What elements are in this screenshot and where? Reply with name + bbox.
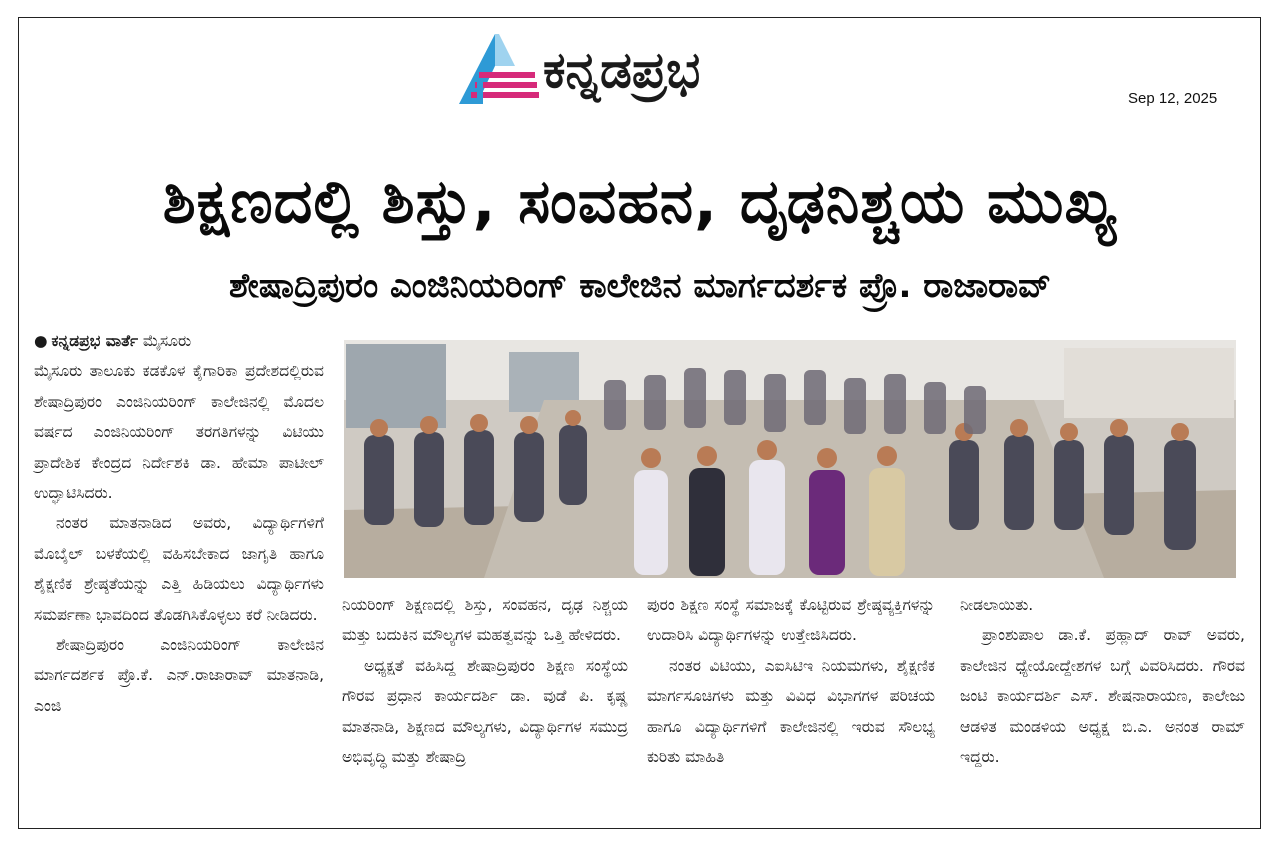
paragraph: ನಂತರ ವಿಟಿಯು, ಎಐಸಿಟಿಇ ನಿಯಮಗಳು, ಶೈಕ್ಷಣಿಕ ಮಾರ್ಗಸೂಚಿಗಳು ಮತ್ತು ವಿವಿಧ ವಿಭಾಗಗಳ ಪರಿಚಯ ಹಾಗೂ ವಿದ್ಯಾರ್ಥಿಗಳಿಗೆ ಕಾಲೇಜಿನಲ್ಲಿ ಇರುವ ಸೌಲಭ್ಯ ಕುರಿತು ಮಾಹಿತಿ — [647, 656, 935, 767]
subheadline: ಶೇಷಾದ್ರಿಪುರಂ ಎಂಜಿನಿಯರಿಂಗ್ ಕಾಲೇಜಿನ ಮಾರ್ಗದರ್ಶಕ ಪ್ರೊ. ರಾಜಾರಾವ್ — [229, 266, 1051, 306]
publication-date: Sep 12, 2025 — [1128, 90, 1218, 107]
paragraph: ನಂತರ ಮಾತನಾಡಿದ ಅವರು, ವಿದ್ಯಾರ್ಥಿಗಳಿಗೆ ಮೊಬೈಲ್ ಬಳಕೆಯಲ್ಲಿ ವಹಿಸಬೇಕಾದ ಜಾಗೃತಿ ಹಾಗೂ ಶೈಕ್ಷಣಿಕ ಶ್ರೇಷ್ಠತೆಯನ್ನು ಎತ್ತಿ ಹಿಡಿಯಲು ವಿದ್ಯಾರ್ಥಿಗಳು ಸಮರ್ಪಣಾ ಭಾವದಿಂದ ತೊಡಗಿಸಿಕೊಳ್ಳಲು ಕರೆ ನೀಡಿದರು. — [34, 514, 324, 624]
paragraph: ಪುರಂ ಶಿಕ್ಷಣ ಸಂಸ್ಥೆ ಸಮಾಜಕ್ಕೆ ಕೊಟ್ಟಿರುವ ಶ್ರೇಷ್ಠವ್ಯಕ್ತಿಗಳನ್ನು ಉದಾರಿಸಿ ವಿದ್ಯಾರ್ಥಿಗಳನ್ನು ಉತ್ತೇಜಿಸಿದರು. — [647, 596, 935, 645]
group-photo-image — [344, 340, 1236, 578]
headline: ಶಿಕ್ಷಣದಲ್ಲಿ ಶಿಸ್ತು, ಸಂವಹನ, ದೃಢನಿಶ್ಚಯ ಮುಖ್ಯ — [162, 167, 1118, 237]
triangle-logo-icon — [455, 32, 540, 107]
byline — [34, 326, 324, 356]
masthead-logo-text: ಕನ್ನಡಪ್ರಭ — [543, 41, 701, 99]
bullet-icon: ● — [34, 332, 48, 350]
article-column-1 — [34, 326, 324, 721]
paragraph: ಶೇಷಾದ್ರಿಪುರಂ ಎಂಜಿನಿಯರಿಂಗ್ ಕಾಲೇಜಿನ ಮಾರ್ಗದರ್ಶಕ ಪ್ರೊ.ಕೆ. ಎನ್.ರಾಜಾರಾವ್ ಮಾತನಾಡಿ, ಎಂಜಿ — [34, 636, 324, 715]
event-photo — [344, 340, 1236, 578]
article-column-2 — [342, 590, 628, 772]
paragraph: ಅಧ್ಯಕ್ಷತೆ ವಹಿಸಿದ್ದ ಶೇಷಾದ್ರಿಪುರಂ ಶಿಕ್ಷಣ ಸಂಸ್ಥೆಯ ಗೌರವ ಪ್ರಧಾನ ಕಾರ್ಯದರ್ಶಿ ಡಾ. ವುಡೆ ಪಿ. ಕೃಷ್ಣ ಮಾತನಾಡಿ, ಶಿಕ್ಷಣದ ಮೌಲ್ಯಗಳು, ವಿದ್ಯಾರ್ಥಿಗಳ ಸಮುದ್ರ ಅಭಿವೃದ್ಧಿ ಮತ್ತು ಶೇಷಾದ್ರಿ — [342, 656, 628, 767]
article-column-3 — [647, 590, 935, 772]
paragraph: ಮೈಸೂರು ತಾಲೂಕು ಕಡಕೊಳ ಕೈಗಾರಿಕಾ ಪ್ರದೇಶದಲ್ಲಿರುವ ಶೇಷಾದ್ರಿಪುರಂ ಎಂಜಿನಿಯರಿಂಗ್ ಕಾಲೇಜಿನಲ್ಲಿ ಮೊದಲ ವರ್ಷದ ಎಂಜಿನಿಯರಿಂಗ್ ತರಗತಿಗಳನ್ನು ವಿಟಿಯು ಪ್ರಾದೇಶಿಕ ಕೇಂದ್ರದ ನಿರ್ದೇಶಕಿ ಡಾ. ಹೇಮಾ ಪಾಟೀಲ್ ಉದ್ಘಾಟಿಸಿದರು. — [34, 362, 324, 503]
byline-place: ಮೈಸೂರು — [142, 332, 192, 350]
paragraph: ನೀಡಲಾಯಿತು. — [960, 596, 1034, 614]
article-column-4 — [960, 590, 1245, 772]
paragraph: ನಿಯರಿಂಗ್ ಶಿಕ್ಷಣದಲ್ಲಿ ಶಿಸ್ತು, ಸಂವಹನ, ದೃಢ ನಿಶ್ಚಯ ಮತ್ತು ಬದುಕಿನ ಮೌಲ್ಯಗಳ ಮಹತ್ವವನ್ನು ಒತ್ತಿ ಹೇಳಿದರು. — [342, 596, 628, 645]
paragraph: ಪ್ರಾಂಶುಪಾಲ ಡಾ.ಕೆ. ಪ್ರಹ್ಲಾದ್ ರಾವ್ ಅವರು, ಕಾಲೇಜಿನ ಧ್ಯೇಯೋದ್ದೇಶಗಳ ಬಗ್ಗೆ ವಿವರಿಸಿದರು. ಗೌರವ ಜಂಟಿ ಕಾರ್ಯದರ್ಶಿ ಎಸ್. ಶೇಷನಾರಾಯಣ, ಕಾಲೇಜು ಆಡಳಿತ ಮಂಡಳಿಯ ಅಧ್ಯಕ್ಷ ಬಿ.ಎ. ಅನಂತ ರಾಮ್ ಇದ್ದರು. — [960, 626, 1245, 767]
masthead — [455, 30, 815, 110]
byline-source: ಕನ್ನಡಪ್ರಭ ವಾರ್ತೆ — [51, 332, 138, 350]
